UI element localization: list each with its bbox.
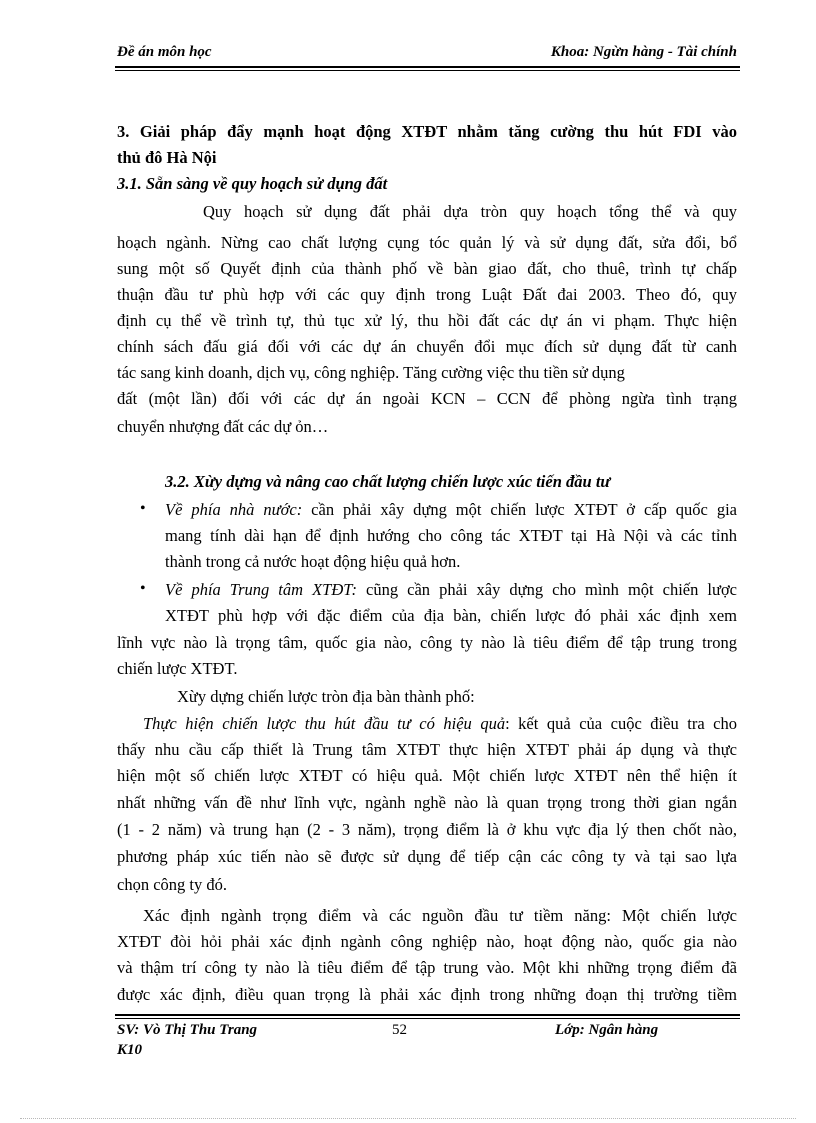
bullet-1-line-3: thành trong cả nước hoạt động hiệu quả hơn. xyxy=(165,552,461,571)
header-faculty: Khoa: Ngừn hàng - Tài chính xyxy=(550,44,737,60)
bullet-dot-icon: • xyxy=(140,500,146,517)
strategy-intro: Xừy dựng chiến lược tròn địa bàn thành phố: xyxy=(177,687,475,706)
paragraph-line: định cụ thể về trình tự, thủ tục xử lý, thu hồi đất các dự án vi phạm. Thực hiện xyxy=(117,311,737,330)
para-1-line-1 xyxy=(143,712,737,736)
page-edge-divider xyxy=(20,1118,796,1119)
bullet-2-line-4: chiến lược XTĐT. xyxy=(117,659,238,678)
bullet-2-line-2: XTĐT phù hợp với đặc điểm của địa bàn, chiến lược đó phải xác định xem xyxy=(165,606,737,625)
paragraph-line: và thậm trí công ty nào là tiêu điểm để tập trung vào. Một khi những trọng điểm đã xyxy=(117,958,737,977)
bullet-dot-icon: • xyxy=(140,580,146,597)
para-1-text: : kết quả của cuộc điều tra cho xyxy=(505,714,737,733)
bullet-2-text: cũng cần phải xây dựng cho mình một chiến lược xyxy=(357,580,737,599)
paragraph-line: thấy nhu cầu cấp thiết là Trung tâm XTĐT thực hiện XTĐT phải áp dụng và thực xyxy=(117,740,737,759)
bullet-1-label: Về phía nhà nước: xyxy=(165,500,303,519)
page-number: 52 xyxy=(392,1022,407,1038)
bullet-1-line-2: mang tính dài hạn để định hướng cho công tác XTĐT tại Hà Nội và các tỉnh xyxy=(165,526,737,545)
paragraph-line: chuyển nhượng đất các dự ỏn… xyxy=(117,417,329,436)
paragraph-line: phương pháp xúc tiến nào sẽ được sử dụng để tiếp cận các công ty và tại sao lựa xyxy=(117,847,737,866)
paragraph-line: nhất những vấn đề như lĩnh vực, ngành nghề nào là quan trọng trong thời gian ngắn xyxy=(117,793,737,812)
section-3-title-line-1: 3. Giải pháp đẩy mạnh hoạt động XTĐT nhằm tăng cường thu hút FDI vào xyxy=(117,122,737,141)
paragraph-line: hoạch ngành. Nừng cao chất lượng cụng tóc quản lý và sử dụng đất, sửa đổi, bổ xyxy=(117,233,737,252)
section-3-1-heading: 3.1. Sẵn sàng về quy hoạch sử dụng đất xyxy=(117,174,388,193)
paragraph-line: đất (một lần) đối với các dự án ngoài KCN – CCN để phòng ngừa tình trạng xyxy=(117,389,737,408)
paragraph-line: tác sang kinh doanh, dịch vụ, công nghiệp. Tăng cường việc thu tiền sử dụng xyxy=(117,363,625,382)
footer-student-cohort: K10 xyxy=(117,1042,143,1058)
paragraph-line: XTĐT đòi hỏi phải xác định ngành công nghiệp nào, hoạt động nào, quốc gia nào xyxy=(117,932,737,951)
paragraph-line: thuận đầu tư phù hợp với các quy định trong Luật Đất đai 2003. Theo đó, quy xyxy=(117,285,737,304)
paragraph-line: sung một số Quyết định của thành phố về bàn giao đất, cho thuê, trình tự chấp xyxy=(117,259,737,278)
paragraph-line: (1 - 2 năm) và trung hạn (2 - 3 năm), trọng điểm là ở khu vực địa lý then chốt nào, xyxy=(117,820,737,839)
paragraph-line: chọn công ty đó. xyxy=(117,875,227,894)
paragraph-line: chính sách đấu giá đối với các dự án chuyển đổi mục đích sử dụng đất từ canh xyxy=(117,337,737,356)
header-course-title: Đề án môn học xyxy=(117,44,212,60)
bullet-2-line-1 xyxy=(165,578,737,602)
paragraph-line: Quy hoạch sử dụng đất phải dựa tròn quy hoạch tổng thể và quy xyxy=(203,202,737,221)
header-rule-thick xyxy=(115,66,740,68)
section-3-title-line-2: thủ đô Hà Nội xyxy=(117,148,217,167)
footer-class: Lớp: Ngân hàng xyxy=(555,1022,659,1038)
section-3-2-heading: 3.2. Xừy dựng và nâng cao chất lượng chiến lược xúc tiến đầu tư xyxy=(165,472,611,491)
footer-rule-thin xyxy=(115,1018,740,1019)
paragraph-line: hiện một số chiến lược XTĐT có hiệu quả. Một chiến lược XTĐT nên thể hiện ít xyxy=(117,766,737,785)
footer-rule-thick xyxy=(115,1014,740,1016)
paragraph-line: được xác định, điều quan trọng là phải xác định trong những đoạn thị trường tiềm xyxy=(117,985,737,1004)
bullet-2-label: Về phía Trung tâm XTĐT: xyxy=(165,580,358,599)
para-1-label: Thực hiện chiến lược thu hút đầu tư có hiệu quả xyxy=(143,714,506,733)
page-header xyxy=(117,44,737,64)
paragraph-line: Xác định ngành trọng điểm và các nguồn đầu tư tiềm năng: Một chiến lược xyxy=(143,906,737,925)
bullet-2-line-3: lĩnh vực nào là trọng tâm, quốc gia nào, công ty nào là tiêu điểm để tập trung trong xyxy=(117,633,737,652)
header-rule-thin xyxy=(115,70,740,71)
footer-student-name: SV: Vò Thị Thu Trang xyxy=(117,1022,258,1038)
bullet-1-text: cần phải xây dựng một chiến lược XTĐT ở cấp quốc gia xyxy=(302,500,737,519)
bullet-1-line-1 xyxy=(165,498,737,522)
